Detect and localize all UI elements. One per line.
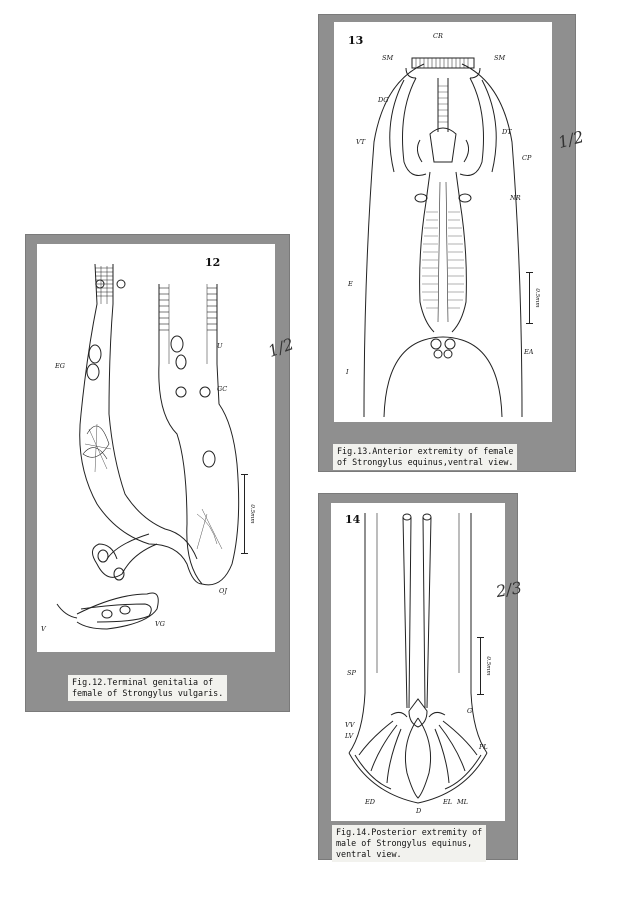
figure-14-label-ml: ML [457, 798, 468, 806]
figure-14-handwritten-ratio: 2/3 [494, 577, 524, 602]
figure-12-label-gc: GC [217, 385, 228, 393]
figure-14-caption-line-3: ventral view. [336, 849, 402, 859]
figure-13-label-dt: DT [502, 128, 512, 136]
figure-13-label-dg: DG [378, 96, 389, 104]
figure-14-label-vv: VV [345, 721, 355, 729]
figure-13-label-ea: EA [524, 348, 534, 356]
figure-12-plate-number: 12 [205, 256, 221, 269]
figure-14-label-ed: ED [365, 798, 375, 806]
figure-12-caption-line-2: female of Strongylus vulgaris. [72, 688, 224, 698]
figure-13-card [318, 14, 576, 472]
figure-12-handwritten-ratio: 1/2 [265, 334, 297, 361]
figure-12-caption-line-1: Fig.12.Terminal genitalia of [72, 677, 214, 687]
figure-12-drawing [37, 244, 275, 652]
figure-14-caption [332, 825, 486, 862]
figure-13-label-cp: CP [522, 154, 532, 162]
figure-12-label-v: V [41, 625, 46, 633]
figure-13-label-cr: CR [433, 32, 443, 40]
figure-14-plate [331, 503, 505, 821]
figure-13-label-e: E [348, 280, 353, 288]
figure-12-scale-label: 0.5mm [248, 504, 255, 524]
figure-13-caption-line-2: of Strongylus equinus,ventral view. [337, 457, 514, 467]
figure-13-caption [333, 444, 517, 470]
figure-13-handwritten-ratio: 1/2 [555, 126, 586, 153]
figure-14-scale-bar [477, 637, 493, 695]
figure-13-scale-label: 0.5mm [533, 288, 540, 308]
figure-14-label-g: G [467, 707, 473, 715]
figure-12-caption [68, 675, 227, 701]
figure-12-scale-bar [241, 474, 257, 554]
figure-13-plate [334, 22, 552, 422]
figure-13-label-sm-right: SM [494, 54, 506, 62]
figure-14-label-sp: SP [347, 669, 356, 677]
figure-14-label-el: EL [443, 798, 453, 806]
figure-13-label-vt: VT [356, 138, 366, 146]
figure-13-plate-number: 13 [348, 34, 364, 47]
figure-14-label-lv: LV [345, 732, 354, 740]
figure-14-plate-number: 14 [345, 513, 361, 526]
figure-12-label-eg: EG [55, 362, 65, 370]
figure-13-label-i: I [346, 368, 349, 376]
figure-12-label-oj: OJ [219, 587, 227, 595]
figure-14-caption-line-1: Fig.14.Posterior extremity of [336, 827, 483, 837]
figure-13-label-sm-left: SM [382, 54, 394, 62]
figure-13-caption-line-1: Fig.13.Anterior extremity of female [337, 446, 514, 456]
figure-13-scale-bar [526, 272, 542, 324]
figure-14-caption-line-2: male of Strongylus equinus, [336, 838, 473, 848]
figure-12-label-vg: VG [155, 620, 165, 628]
figure-13-drawing [334, 22, 552, 422]
figure-12-card [25, 234, 290, 712]
figure-13-label-nr: NR [510, 194, 521, 202]
figure-14-label-pl: PL [479, 743, 488, 751]
figure-14-card [318, 493, 518, 860]
figure-12-plate [37, 244, 275, 652]
figure-12-label-u: U [217, 342, 223, 350]
figure-14-scale-label: 0.5mm [484, 656, 491, 676]
figure-14-label-d: D [416, 807, 422, 815]
